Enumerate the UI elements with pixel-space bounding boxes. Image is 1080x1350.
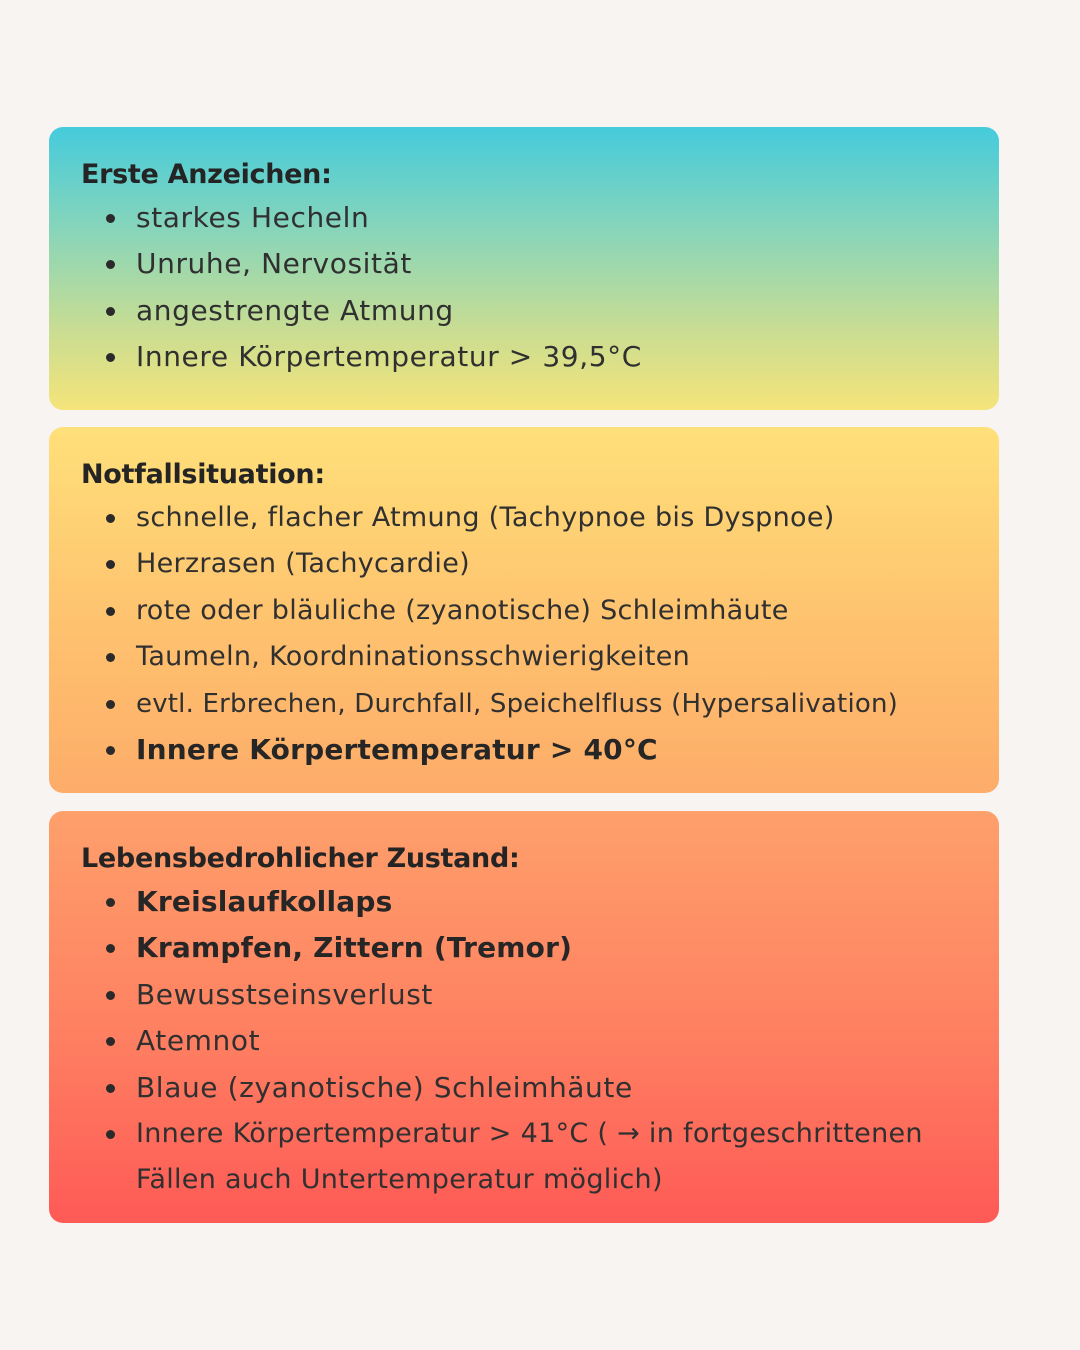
list-item: Blaue (zyanotische) Schleimhäute [81, 1065, 985, 1111]
list-item: Bewusstseinsverlust [81, 972, 985, 1018]
list-item: Innere Körpertemperatur > 41°C ( → in fortgeschrittenen Fällen auch Untertemperatur möglich) [81, 1111, 985, 1204]
list-item: Innere Körpertemperatur > 40°C [81, 727, 985, 773]
section-title: Lebensbedrohlicher Zustand: [81, 843, 520, 874]
list-item: Unruhe, Nervosität [81, 241, 985, 287]
symptom-list [81, 495, 985, 773]
list-item: Kreislaufkollaps [81, 879, 985, 925]
list-item: Krampfen, Zittern (Tremor) [81, 925, 985, 971]
list-item: Taumeln, Koordninationsschwierigkeiten [81, 634, 985, 680]
symptom-list [81, 879, 985, 1204]
list-item: starkes Hecheln [81, 195, 985, 241]
list-item: schnelle, flacher Atmung (Tachypnoe bis Dyspnoe) [81, 495, 985, 541]
section-erste-anzeichen [49, 127, 999, 410]
section-title: Erste Anzeichen: [81, 159, 332, 190]
section-lebensbedrohlicher-zustand [49, 811, 999, 1223]
list-item: rote oder bläuliche (zyanotische) Schleimhäute [81, 588, 985, 634]
list-item: Herzrasen (Tachycardie) [81, 541, 985, 587]
section-title: Notfallsituation: [81, 459, 325, 490]
symptom-list [81, 195, 985, 381]
list-item: angestrengte Atmung [81, 288, 985, 334]
section-notfallsituation [49, 427, 999, 793]
list-item: Innere Körpertemperatur > 39,5°C [81, 334, 985, 380]
list-item: evtl. Erbrechen, Durchfall, Speichelfluss (Hypersalivation) [81, 681, 985, 727]
list-item: Atemnot [81, 1018, 985, 1064]
